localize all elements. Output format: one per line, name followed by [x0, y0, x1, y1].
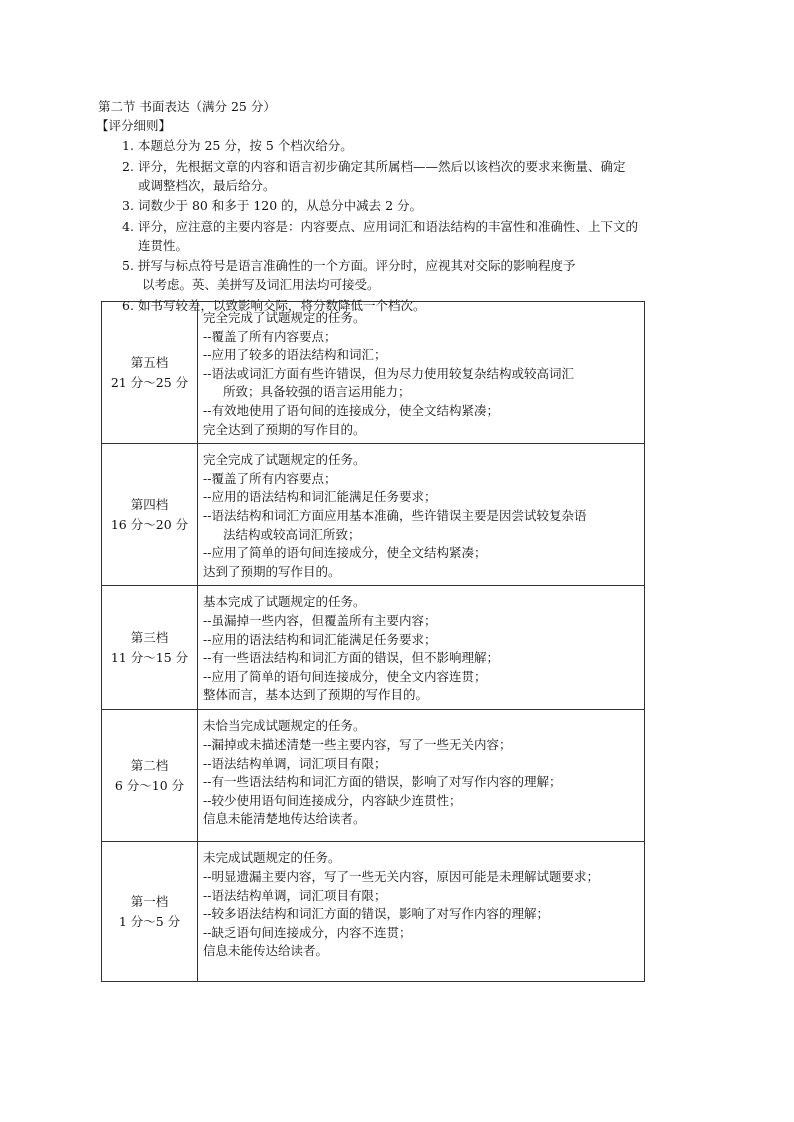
grade-row: [102, 842, 645, 982]
scoring-rule: [122, 196, 712, 215]
grade-criterion-line: 完全完成了试题规定的任务。: [203, 452, 366, 468]
scoring-rule: [122, 157, 712, 195]
grade-score-range: 1 分～5 分: [118, 913, 181, 929]
rule-number: 5.: [122, 258, 134, 273]
grade-criterion-line: --有一些语法结构和词汇方面的错误，但不影响理解；: [203, 650, 499, 666]
grade-criterion-line: --语法结构单调，词汇项目有限；: [203, 887, 387, 903]
rule-number: 4.: [122, 218, 134, 234]
rule-text-line: 评分，应注意的主要内容是：内容要点、应用词汇和语法结构的丰富性和准确性、上下文的: [138, 218, 639, 234]
grade-criterion-line: 完全达到了预期的写作目的。: [203, 421, 366, 437]
grade-criterion-line: --语法结构和词汇方面应用基本准确，些许错误主要是因尝试较复杂语: [203, 507, 587, 523]
grade-criterion-line: 达到了预期的写作目的。: [203, 563, 341, 579]
grade-criterion-line: --语法或词汇方面有些许错误，但为尽力使用较复杂结构或较高词汇: [203, 365, 574, 381]
rule-text-line: 拼写与标点符号是语言准确性的一个方面。评分时，应视其对交际的影响程度予: [138, 258, 576, 273]
rule-text: [138, 136, 712, 155]
grade-criterion-line: --语法结构单调，词汇项目有限；: [203, 755, 387, 771]
grade-criterion-line: 所致；具备较强的语言运用能力；: [223, 384, 411, 400]
rule-text: [138, 157, 712, 195]
rule-text-line: 以考虑。英、美拼写及词汇用法均可接受。: [138, 277, 380, 292]
grade-level-cell: [102, 710, 198, 842]
grading-table: [101, 301, 645, 982]
grade-criterion-line: --虽漏掉一些内容，但覆盖所有主要内容；: [203, 612, 437, 628]
rule-text-line: 评分，先根据文章的内容和语言初步确定其所属档——然后以该档次的要求来衡量、确定: [138, 158, 626, 174]
rule-number: 6.: [122, 297, 134, 313]
scoring-rule: [122, 256, 712, 294]
rule-number: 3.: [122, 198, 134, 213]
grade-score-range: 16 分～20 分: [110, 516, 189, 532]
grade-criterion-line: --应用了较多的语法结构和词汇；: [203, 347, 387, 363]
rule-text-line: 本题总分为 25 分，按 5 个档次给分。: [138, 138, 353, 153]
grade-row: [102, 586, 645, 710]
grade-criterion-line: --缺乏语句间连接成分，内容不连贯；: [203, 924, 412, 940]
grade-criterion-line: --有效地使用了语句间的连接成分，使全文结构紧凑；: [203, 402, 499, 418]
grade-score-range: 21 分～25 分: [110, 374, 189, 390]
rule-text-line: 或调整档次，最后给分。: [138, 177, 276, 193]
grade-level-name: 第一档: [130, 893, 169, 909]
grade-criterion-line: 信息未能清楚地传达给读者。: [203, 811, 366, 827]
grade-row: [102, 710, 645, 842]
grade-criterion-line: --较少使用语句间连接成分，内容缺少连贯性；: [203, 792, 462, 808]
grade-criterion-line: 整体而言，基本达到了预期的写作目的。: [203, 687, 429, 703]
rule-text-line: 连贯性。: [138, 237, 189, 253]
grade-criterion-line: --应用了简单的语句间连接成分，使全文结构紧凑；: [203, 545, 487, 561]
grade-criterion-line: --应用了简单的语句间连接成分，使全文内容连贯；: [203, 668, 487, 684]
grade-criterion-line: --有一些语法结构和词汇方面的错误，影响了对写作内容的理解；: [203, 774, 562, 790]
grade-description-cell: [198, 710, 645, 842]
grade-criterion-line: --应用的语法结构和词汇能满足任务要求；: [203, 631, 437, 647]
grade-criterion-line: --明显遗漏主要内容，写了一些无关内容，原因可能是未理解试题要求；: [203, 868, 599, 884]
grade-criterion-line: --覆盖了所有内容要点；: [203, 328, 337, 344]
scoring-rules-list: [122, 136, 712, 316]
rule-text: [138, 256, 712, 294]
grade-criterion-line: --漏掉或未描述清楚一些主要内容，写了一些无关内容；: [203, 736, 512, 752]
grade-criterion-line: --覆盖了所有内容要点；: [203, 470, 337, 486]
grade-criterion-line: 信息未能传达给读者。: [203, 943, 329, 959]
grade-row: [102, 302, 645, 444]
grade-level-name: 第五档: [130, 354, 169, 370]
scoring-rules-title: 【评分细则】: [96, 118, 172, 133]
grade-criterion-line: 未完成试题规定的任务。: [203, 850, 341, 866]
grade-level-name: 第四档: [130, 496, 169, 512]
scoring-rule: [122, 136, 712, 155]
rule-number: 1.: [122, 138, 134, 153]
grade-score-range: 6 分～10 分: [114, 777, 185, 793]
grade-score-range: 11 分～15 分: [110, 649, 189, 665]
grade-description-cell: [198, 302, 645, 444]
rule-text: [138, 196, 712, 215]
section-title: 第二节 书面表达（满分 25 分）: [98, 99, 276, 114]
rule-text-line: 词数少于 80 和多于 120 的，从总分中减去 2 分。: [138, 198, 423, 213]
rule-text: [138, 217, 712, 255]
grade-criterion-line: 基本完成了试题规定的任务。: [203, 594, 366, 610]
grade-level-cell: [102, 444, 198, 586]
grade-level-cell: [102, 842, 198, 982]
grade-criterion-line: --应用的语法结构和词汇能满足任务要求；: [203, 489, 437, 505]
rule-number: 2.: [122, 158, 134, 174]
grade-description-cell: [198, 444, 645, 586]
rule-text-line: 如书写较差，以致影响交际，将分数降低一个档次。: [138, 297, 426, 313]
grade-description-cell: [198, 586, 645, 710]
grade-level-cell: [102, 586, 198, 710]
grade-description-cell: [198, 842, 645, 982]
grade-level-name: 第二档: [130, 757, 169, 773]
grade-criterion-line: 未恰当完成试题规定的任务。: [203, 718, 366, 734]
grade-criterion-line: 法结构或较高词汇所致；: [223, 526, 361, 542]
grade-row: [102, 444, 645, 586]
grade-level-cell: [102, 302, 198, 444]
grade-criterion-line: --较多语法结构和词汇方面的错误，影响了对写作内容的理解；: [203, 906, 549, 922]
grade-level-name: 第三档: [130, 629, 169, 645]
scoring-rule: [122, 217, 712, 255]
grade-criterion-line: 完全完成了试题规定的任务。: [203, 310, 366, 325]
